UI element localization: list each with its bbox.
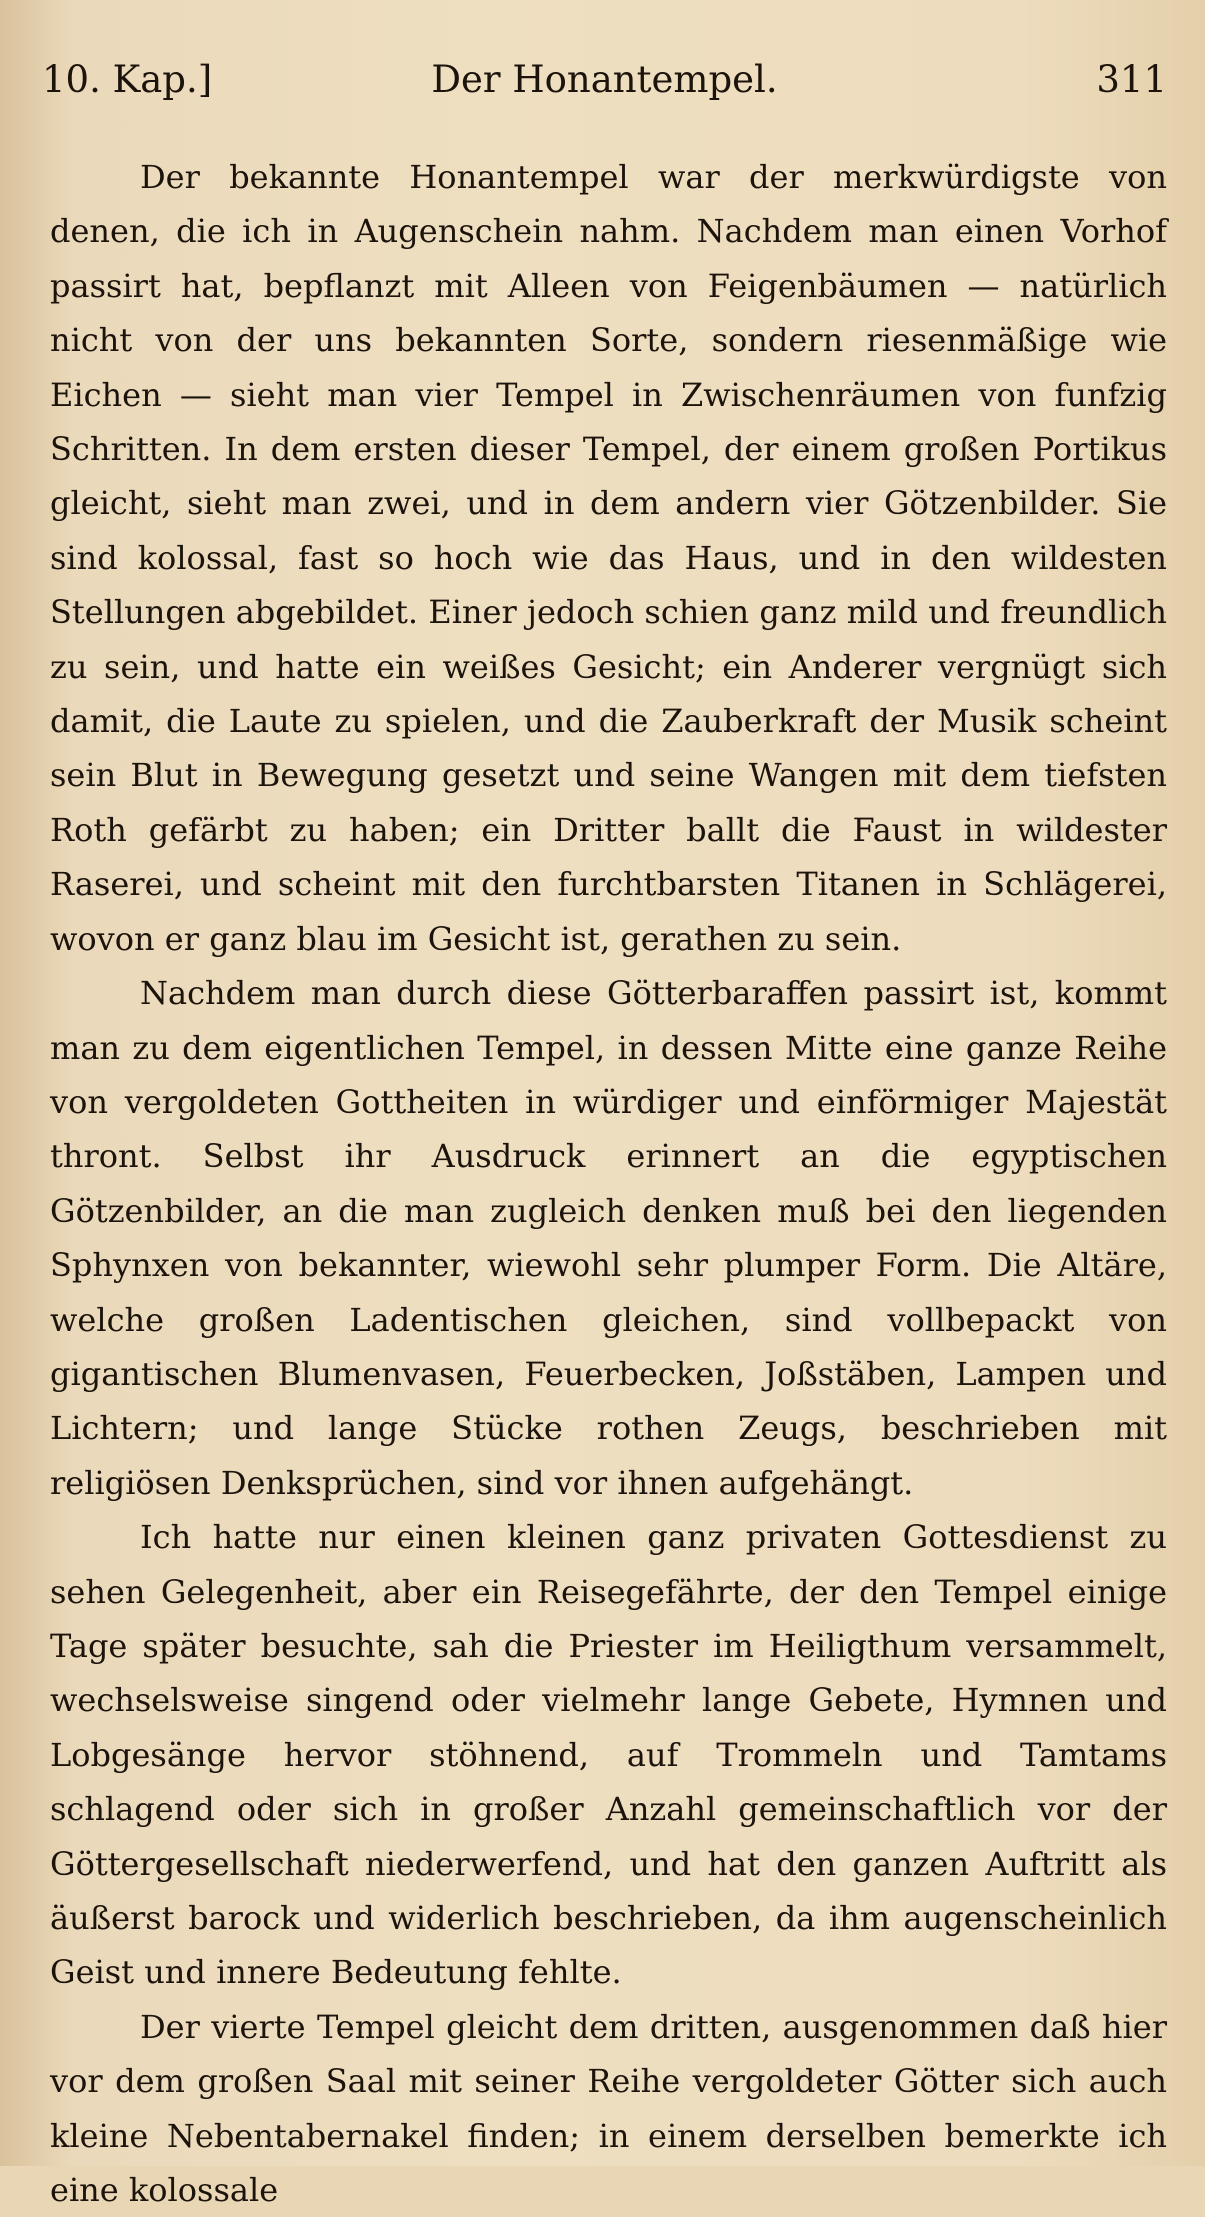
page-number: 311 (1096, 58, 1167, 101)
paragraph: Ich hatte nur einen kleinen ganz privaten Gottesdienst zu sehen Gelegenheit, aber ein Reisegefährte, der den Tempel einige Tage später besuchte, sah die Priester im Heiligthum versammelt, wechselsweise singend oder vielmehr lange Gebete, Hymnen und Lobgesänge hervor stöhnend, auf Trommeln und Tamtams schlagend oder sich in großer Anzahl gemeinschaftlich vor der Göttergesellschaft niederwerfend, und hat den ganzen Auftritt als äußerst barock und widerlich beschrieben, da ihm augenscheinlich Geist und innere Bedeutung fehlte. (50, 1518, 1167, 1992)
paragraph: Der bekannte Honantempel war der merkwürdigste von denen, die ich in Augenschein nahm. Nachdem man einen Vorhof passirt hat, bepflanzt mit Alleen von Feigenbäumen — natürlich nicht von der uns bekannten Sorte, sondern riesenmäßige wie Eichen — sieht man vier Tempel in Zwischenräumen von funfzig Schritten. In dem ersten dieser Tempel, der einem großen Portikus gleicht, sieht man zwei, und in dem andern vier Götzenbilder. Sie sind kolossal, fast so hoch wie das Haus, und in den wildesten Stellungen abgebildet. Einer jedoch schien ganz mild und freundlich zu sein, und hatte ein weißes Gesicht; ein Anderer vergnügt sich damit, die Laute zu spielen, und die Zauberkraft der Musik scheint sein Blut in Bewegung gesetzt und seine Wangen mit dem tiefsten Roth gefärbt zu haben; ein Dritter ballt die Faust in wildester Raserei, und scheint mit den furchtbarsten Titanen in Schlägerei, wovon er ganz blau im Gesicht ist, gerathen zu sein. (50, 158, 1167, 958)
running-header (42, 58, 1167, 118)
paragraph: Der vierte Tempel gleicht dem dritten, ausgenommen daß hier vor dem großen Saal mit seiner Reihe vergoldeter Götter sich auch kleine Nebentabernakel finden; in einem derselben bemerkte ich eine kolossale (50, 2007, 1167, 2210)
body-text (50, 150, 1167, 2217)
chapter-label: 10. Kap.] (42, 58, 213, 101)
running-title: Der Honantempel. (431, 58, 778, 101)
paragraph: Nachdem man durch diese Götterbaraffen passirt ist, kommt man zu dem eigentlichen Tempel, in dessen Mitte eine ganze Reihe von vergoldeten Gottheiten in würdiger und einförmiger Majestät thront. Selbst ihr Ausdruck erinnert an die egyptischen Götzenbilder, an die man zugleich denken muß bei den liegenden Sphynxen von bekannter, wiewohl sehr plumper Form. Die Altäre, welche großen Ladentischen gleichen, sind vollbepackt von gigantischen Blumenvasen, Feuerbecken, Joßstäben, Lampen und Lichtern; und lange Stücke rothen Zeugs, beschrieben mit religiösen Denksprüchen, sind vor ihnen aufgehängt. (50, 974, 1167, 1502)
